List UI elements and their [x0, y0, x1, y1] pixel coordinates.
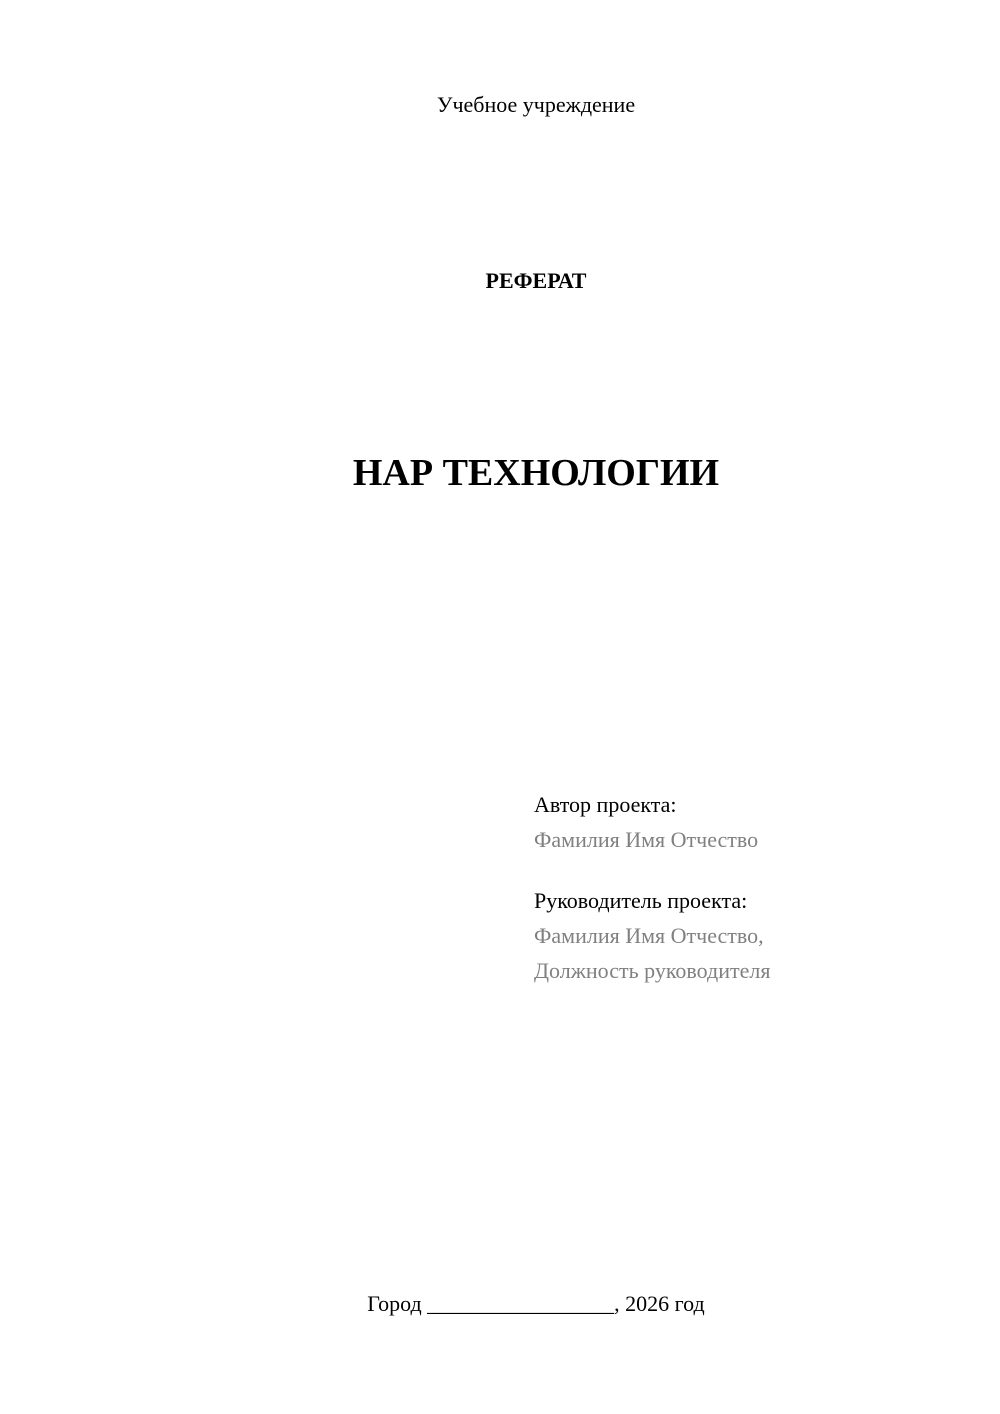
author-name: Фамилия Имя Отчество	[534, 827, 759, 852]
institution-name: Учебное учреждение	[436, 92, 636, 117]
author-label: Автор проекта:	[534, 792, 677, 817]
supervisor-position: Должность руководителя	[534, 958, 771, 983]
credits-block	[534, 787, 974, 988]
city-year-line: Город _________________, 2026 год	[367, 1291, 705, 1316]
supervisor-name: Фамилия Имя Отчество,	[534, 923, 764, 948]
document-type: РЕФЕРАТ	[485, 268, 587, 293]
document-title: НАР ТЕХНОЛОГИИ	[352, 452, 720, 494]
supervisor-label: Руководитель проекта:	[534, 888, 748, 913]
credits-spacer	[534, 857, 974, 883]
